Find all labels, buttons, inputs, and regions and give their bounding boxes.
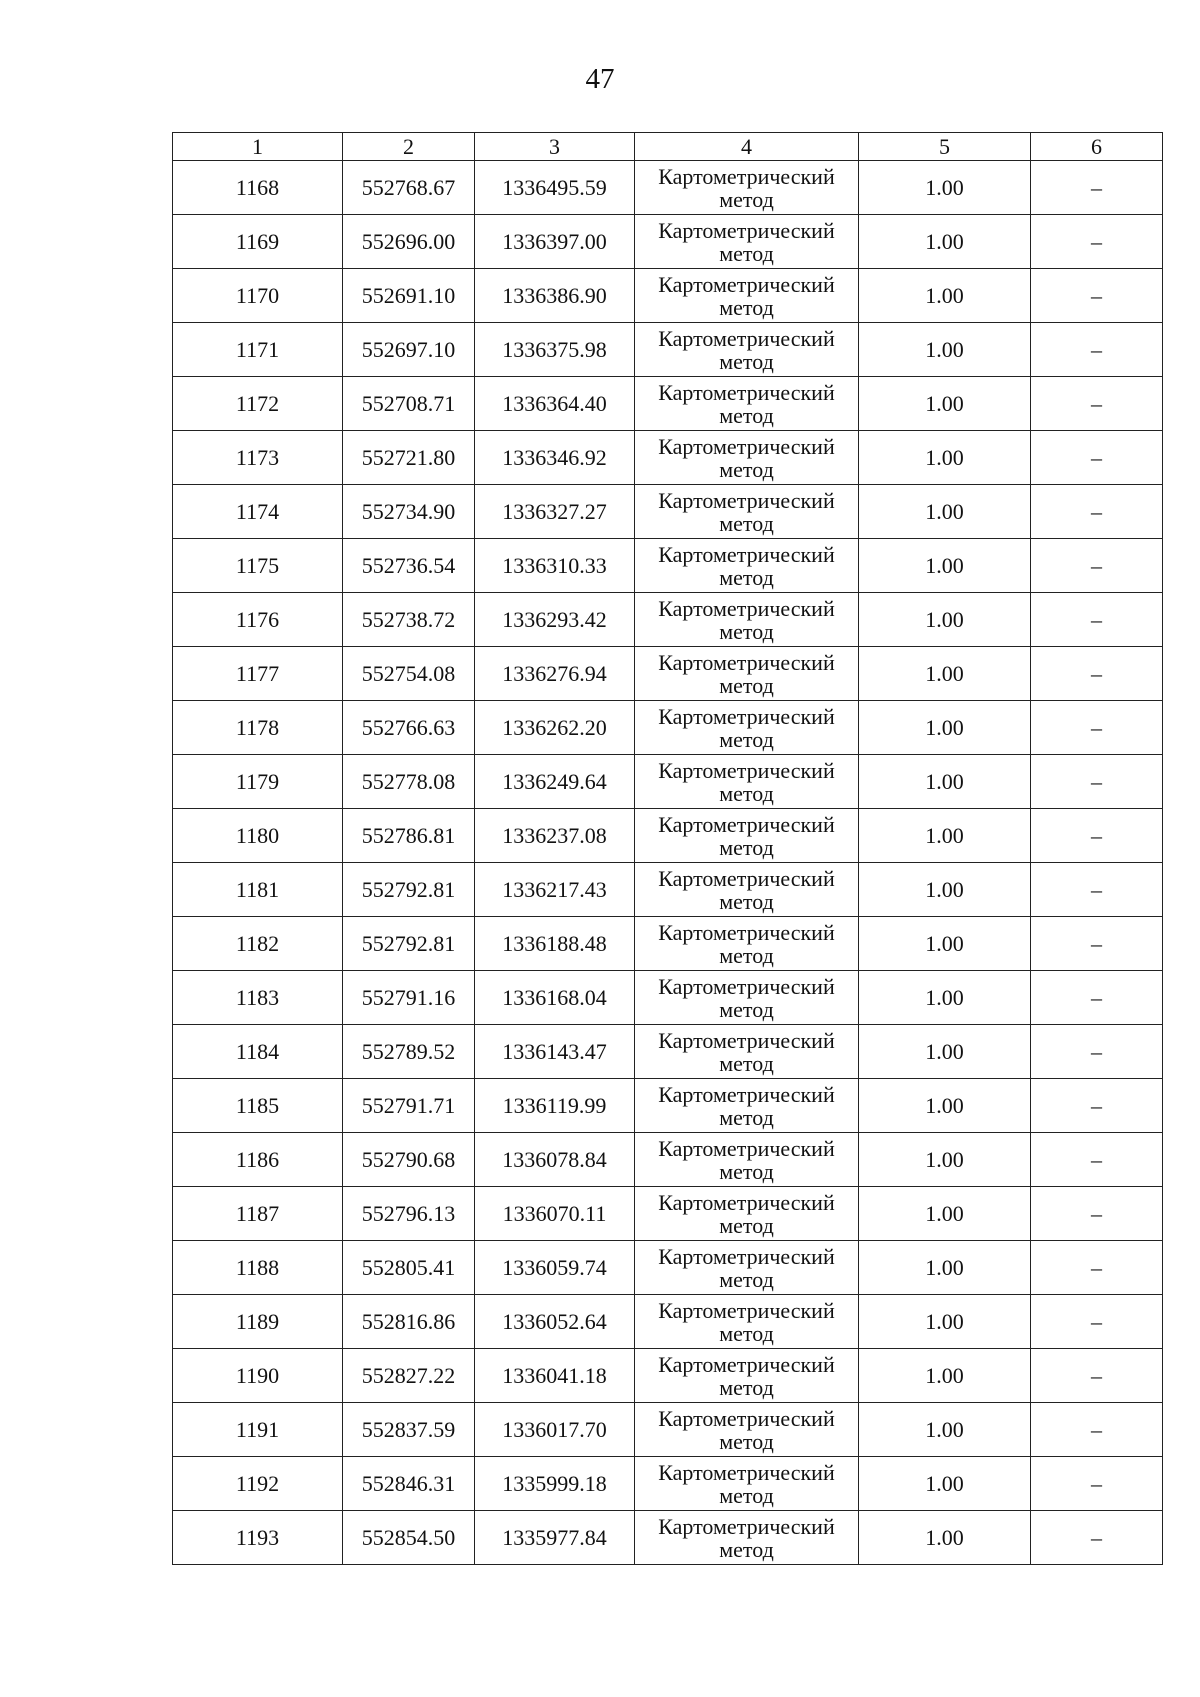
method-line-1: Картометрический	[658, 865, 835, 891]
x-coordinate-cell: 552697.10	[343, 323, 475, 377]
y-coordinate-cell: 1336168.04	[475, 971, 635, 1025]
table-row	[173, 971, 1163, 1025]
point-number-cell: 1168	[173, 161, 343, 215]
y-coordinate-cell: 1336237.08	[475, 809, 635, 863]
method-line-1: Картометрический	[658, 1405, 835, 1431]
x-coordinate-cell: 552854.50	[343, 1511, 475, 1565]
method-line-2: метод	[719, 402, 774, 428]
note-cell: –	[1031, 1241, 1163, 1295]
y-coordinate-cell: 1336070.11	[475, 1187, 635, 1241]
method-line-2: метод	[719, 888, 774, 914]
x-coordinate-cell: 552754.08	[343, 647, 475, 701]
table-body	[173, 133, 1163, 1565]
x-coordinate-cell: 552796.13	[343, 1187, 475, 1241]
y-coordinate-cell: 1336078.84	[475, 1133, 635, 1187]
point-number-cell: 1187	[173, 1187, 343, 1241]
method-line-2: метод	[719, 672, 774, 698]
note-cell: –	[1031, 485, 1163, 539]
note-cell: –	[1031, 701, 1163, 755]
x-coordinate-cell: 552786.81	[343, 809, 475, 863]
method-line-2: метод	[719, 834, 774, 860]
method-cell	[635, 809, 859, 863]
method-cell	[635, 647, 859, 701]
x-coordinate-cell: 552768.67	[343, 161, 475, 215]
method-line-1: Картометрический	[658, 217, 835, 243]
method-line-2: метод	[719, 618, 774, 644]
point-number-cell: 1172	[173, 377, 343, 431]
point-number-cell: 1188	[173, 1241, 343, 1295]
method-line-1: Картометрический	[658, 487, 835, 513]
note-cell: –	[1031, 1187, 1163, 1241]
note-cell: –	[1031, 323, 1163, 377]
accuracy-cell: 1.00	[859, 485, 1031, 539]
y-coordinate-cell: 1336375.98	[475, 323, 635, 377]
note-cell: –	[1031, 269, 1163, 323]
table-row	[173, 1241, 1163, 1295]
method-cell	[635, 1457, 859, 1511]
method-cell	[635, 485, 859, 539]
point-number-cell: 1190	[173, 1349, 343, 1403]
method-line-2: метод	[719, 348, 774, 374]
table-row	[173, 215, 1163, 269]
y-coordinate-cell: 1336364.40	[475, 377, 635, 431]
y-coordinate-cell: 1336217.43	[475, 863, 635, 917]
method-line-2: метод	[719, 1374, 774, 1400]
table-row	[173, 1133, 1163, 1187]
x-coordinate-cell: 552827.22	[343, 1349, 475, 1403]
note-cell: –	[1031, 431, 1163, 485]
method-line-1: Картометрический	[658, 757, 835, 783]
table-row	[173, 431, 1163, 485]
accuracy-cell: 1.00	[859, 1511, 1031, 1565]
method-cell	[635, 323, 859, 377]
table-row	[173, 647, 1163, 701]
method-line-1: Картометрический	[658, 271, 835, 297]
method-line-2: метод	[719, 1212, 774, 1238]
method-cell	[635, 1349, 859, 1403]
method-cell	[635, 161, 859, 215]
accuracy-cell: 1.00	[859, 863, 1031, 917]
table-row	[173, 161, 1163, 215]
method-line-2: метод	[719, 726, 774, 752]
x-coordinate-cell: 552791.71	[343, 1079, 475, 1133]
accuracy-cell: 1.00	[859, 431, 1031, 485]
accuracy-cell: 1.00	[859, 971, 1031, 1025]
x-coordinate-cell: 552778.08	[343, 755, 475, 809]
method-cell	[635, 1187, 859, 1241]
method-line-2: метод	[719, 1104, 774, 1130]
method-line-2: метод	[719, 1266, 774, 1292]
method-line-1: Картометрический	[658, 1243, 835, 1269]
y-coordinate-cell: 1336041.18	[475, 1349, 635, 1403]
method-line-2: метод	[719, 996, 774, 1022]
method-cell	[635, 863, 859, 917]
accuracy-cell: 1.00	[859, 1241, 1031, 1295]
y-coordinate-cell: 1336397.00	[475, 215, 635, 269]
method-line-1: Картометрический	[658, 1351, 835, 1377]
x-coordinate-cell: 552837.59	[343, 1403, 475, 1457]
table-header-row	[173, 133, 1163, 161]
x-coordinate-cell: 552691.10	[343, 269, 475, 323]
method-cell	[635, 215, 859, 269]
point-number-cell: 1181	[173, 863, 343, 917]
page-number: 47	[585, 63, 615, 95]
accuracy-cell: 1.00	[859, 161, 1031, 215]
method-cell	[635, 1025, 859, 1079]
accuracy-cell: 1.00	[859, 215, 1031, 269]
table-row	[173, 1079, 1163, 1133]
method-line-1: Картометрический	[658, 649, 835, 675]
accuracy-cell: 1.00	[859, 1133, 1031, 1187]
note-cell: –	[1031, 593, 1163, 647]
y-coordinate-cell: 1335977.84	[475, 1511, 635, 1565]
method-line-1: Картометрический	[658, 811, 835, 837]
method-cell	[635, 1079, 859, 1133]
method-line-2: метод	[719, 780, 774, 806]
method-line-1: Картометрический	[658, 919, 835, 945]
note-cell: –	[1031, 539, 1163, 593]
method-line-1: Картометрический	[658, 163, 835, 189]
method-cell	[635, 1241, 859, 1295]
method-line-2: метод	[719, 456, 774, 482]
x-coordinate-cell: 552708.71	[343, 377, 475, 431]
header-cell-5: 5	[859, 133, 1031, 161]
method-cell	[635, 971, 859, 1025]
accuracy-cell: 1.00	[859, 1403, 1031, 1457]
note-cell: –	[1031, 377, 1163, 431]
method-line-2: метод	[719, 1482, 774, 1508]
accuracy-cell: 1.00	[859, 1349, 1031, 1403]
accuracy-cell: 1.00	[859, 1295, 1031, 1349]
point-number-cell: 1180	[173, 809, 343, 863]
table-row	[173, 917, 1163, 971]
y-coordinate-cell: 1335999.18	[475, 1457, 635, 1511]
point-number-cell: 1189	[173, 1295, 343, 1349]
method-cell	[635, 539, 859, 593]
y-coordinate-cell: 1336327.27	[475, 485, 635, 539]
table-row	[173, 809, 1163, 863]
accuracy-cell: 1.00	[859, 701, 1031, 755]
table-row	[173, 755, 1163, 809]
point-number-cell: 1185	[173, 1079, 343, 1133]
accuracy-cell: 1.00	[859, 539, 1031, 593]
method-line-2: метод	[719, 1428, 774, 1454]
table-row	[173, 1349, 1163, 1403]
table-row	[173, 323, 1163, 377]
header-cell-6: 6	[1031, 133, 1163, 161]
method-line-1: Картометрический	[658, 595, 835, 621]
note-cell: –	[1031, 647, 1163, 701]
point-number-cell: 1176	[173, 593, 343, 647]
table-row	[173, 269, 1163, 323]
point-number-cell: 1182	[173, 917, 343, 971]
accuracy-cell: 1.00	[859, 593, 1031, 647]
method-line-1: Картометрический	[658, 379, 835, 405]
method-line-2: метод	[719, 1050, 774, 1076]
x-coordinate-cell: 552846.31	[343, 1457, 475, 1511]
method-cell	[635, 593, 859, 647]
y-coordinate-cell: 1336310.33	[475, 539, 635, 593]
y-coordinate-cell: 1336293.42	[475, 593, 635, 647]
method-line-1: Картометрический	[658, 1081, 835, 1107]
table-row	[173, 1025, 1163, 1079]
accuracy-cell: 1.00	[859, 1187, 1031, 1241]
coordinates-table	[172, 132, 1163, 1565]
x-coordinate-cell: 552738.72	[343, 593, 475, 647]
point-number-cell: 1191	[173, 1403, 343, 1457]
table-row	[173, 1403, 1163, 1457]
table-row	[173, 863, 1163, 917]
note-cell: –	[1031, 863, 1163, 917]
y-coordinate-cell: 1336262.20	[475, 701, 635, 755]
point-number-cell: 1193	[173, 1511, 343, 1565]
x-coordinate-cell: 552736.54	[343, 539, 475, 593]
y-coordinate-cell: 1336495.59	[475, 161, 635, 215]
method-cell	[635, 431, 859, 485]
note-cell: –	[1031, 809, 1163, 863]
method-cell	[635, 755, 859, 809]
table-row	[173, 539, 1163, 593]
note-cell: –	[1031, 1025, 1163, 1079]
x-coordinate-cell: 552766.63	[343, 701, 475, 755]
note-cell: –	[1031, 971, 1163, 1025]
point-number-cell: 1175	[173, 539, 343, 593]
accuracy-cell: 1.00	[859, 647, 1031, 701]
method-cell	[635, 1511, 859, 1565]
note-cell: –	[1031, 1295, 1163, 1349]
point-number-cell: 1192	[173, 1457, 343, 1511]
y-coordinate-cell: 1336143.47	[475, 1025, 635, 1079]
method-line-2: метод	[719, 294, 774, 320]
y-coordinate-cell: 1336059.74	[475, 1241, 635, 1295]
accuracy-cell: 1.00	[859, 377, 1031, 431]
method-line-1: Картометрический	[658, 973, 835, 999]
y-coordinate-cell: 1336276.94	[475, 647, 635, 701]
method-cell	[635, 701, 859, 755]
x-coordinate-cell: 552805.41	[343, 1241, 475, 1295]
note-cell: –	[1031, 215, 1163, 269]
note-cell: –	[1031, 1349, 1163, 1403]
note-cell: –	[1031, 1079, 1163, 1133]
x-coordinate-cell: 552721.80	[343, 431, 475, 485]
accuracy-cell: 1.00	[859, 1079, 1031, 1133]
method-line-2: метод	[719, 1158, 774, 1184]
x-coordinate-cell: 552816.86	[343, 1295, 475, 1349]
method-line-1: Картометрический	[658, 1135, 835, 1161]
accuracy-cell: 1.00	[859, 1457, 1031, 1511]
table-row	[173, 701, 1163, 755]
point-number-cell: 1184	[173, 1025, 343, 1079]
header-cell-3: 3	[475, 133, 635, 161]
method-line-2: метод	[719, 564, 774, 590]
table-row	[173, 1457, 1163, 1511]
header-cell-4: 4	[635, 133, 859, 161]
note-cell: –	[1031, 161, 1163, 215]
y-coordinate-cell: 1336346.92	[475, 431, 635, 485]
point-number-cell: 1186	[173, 1133, 343, 1187]
method-cell	[635, 1133, 859, 1187]
method-line-1: Картометрический	[658, 1297, 835, 1323]
method-line-1: Картометрический	[658, 1027, 835, 1053]
method-line-2: метод	[719, 186, 774, 212]
accuracy-cell: 1.00	[859, 809, 1031, 863]
x-coordinate-cell: 552734.90	[343, 485, 475, 539]
y-coordinate-cell: 1336249.64	[475, 755, 635, 809]
table-row	[173, 593, 1163, 647]
table-row	[173, 377, 1163, 431]
x-coordinate-cell: 552792.81	[343, 917, 475, 971]
point-number-cell: 1178	[173, 701, 343, 755]
method-line-1: Картометрический	[658, 1189, 835, 1215]
accuracy-cell: 1.00	[859, 269, 1031, 323]
point-number-cell: 1177	[173, 647, 343, 701]
x-coordinate-cell: 552792.81	[343, 863, 475, 917]
table-row	[173, 1511, 1163, 1565]
method-cell	[635, 269, 859, 323]
note-cell: –	[1031, 1133, 1163, 1187]
x-coordinate-cell: 552791.16	[343, 971, 475, 1025]
y-coordinate-cell: 1336188.48	[475, 917, 635, 971]
table-row	[173, 1187, 1163, 1241]
note-cell: –	[1031, 755, 1163, 809]
table-row	[173, 1295, 1163, 1349]
method-cell	[635, 377, 859, 431]
y-coordinate-cell: 1336119.99	[475, 1079, 635, 1133]
method-line-1: Картометрический	[658, 1459, 835, 1485]
x-coordinate-cell: 552696.00	[343, 215, 475, 269]
method-line-1: Картометрический	[658, 541, 835, 567]
header-cell-2: 2	[343, 133, 475, 161]
note-cell: –	[1031, 1511, 1163, 1565]
method-line-2: метод	[719, 510, 774, 536]
y-coordinate-cell: 1336386.90	[475, 269, 635, 323]
accuracy-cell: 1.00	[859, 323, 1031, 377]
method-cell	[635, 1295, 859, 1349]
method-line-2: метод	[719, 1536, 774, 1562]
table-row	[173, 485, 1163, 539]
note-cell: –	[1031, 1403, 1163, 1457]
method-line-1: Картометрический	[658, 703, 835, 729]
note-cell: –	[1031, 917, 1163, 971]
point-number-cell: 1169	[173, 215, 343, 269]
accuracy-cell: 1.00	[859, 917, 1031, 971]
point-number-cell: 1183	[173, 971, 343, 1025]
point-number-cell: 1171	[173, 323, 343, 377]
header-cell-1: 1	[173, 133, 343, 161]
y-coordinate-cell: 1336052.64	[475, 1295, 635, 1349]
x-coordinate-cell: 552789.52	[343, 1025, 475, 1079]
point-number-cell: 1179	[173, 755, 343, 809]
method-line-1: Картометрический	[658, 1513, 835, 1539]
accuracy-cell: 1.00	[859, 755, 1031, 809]
method-line-2: метод	[719, 942, 774, 968]
point-number-cell: 1174	[173, 485, 343, 539]
accuracy-cell: 1.00	[859, 1025, 1031, 1079]
y-coordinate-cell: 1336017.70	[475, 1403, 635, 1457]
method-cell	[635, 1403, 859, 1457]
point-number-cell: 1173	[173, 431, 343, 485]
x-coordinate-cell: 552790.68	[343, 1133, 475, 1187]
point-number-cell: 1170	[173, 269, 343, 323]
method-line-2: метод	[719, 1320, 774, 1346]
note-cell: –	[1031, 1457, 1163, 1511]
method-cell	[635, 917, 859, 971]
method-line-1: Картометрический	[658, 433, 835, 459]
method-line-1: Картометрический	[658, 325, 835, 351]
method-line-2: метод	[719, 240, 774, 266]
